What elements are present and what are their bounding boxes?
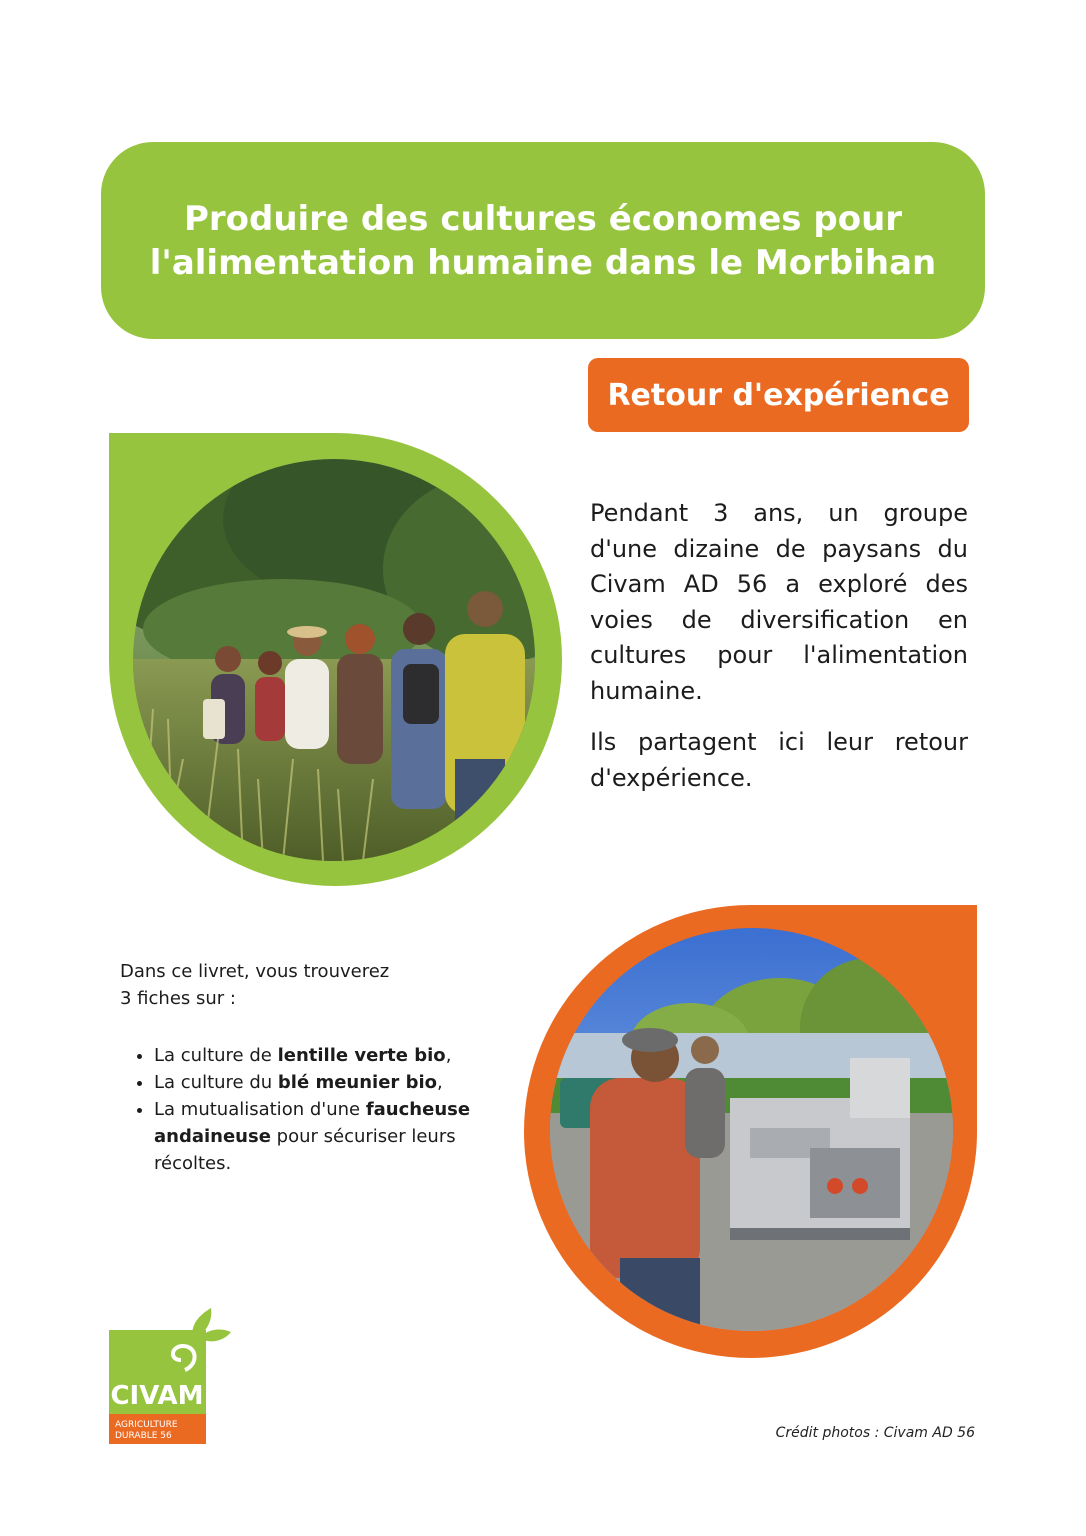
booklet-summary — [120, 958, 520, 1177]
item-bold: faucheuse andaineuse — [154, 1099, 471, 1147]
item-text: La culture de — [154, 1045, 278, 1066]
booklet-lead — [120, 958, 520, 1012]
civam-logo — [109, 1300, 231, 1444]
farm-machine-photo — [550, 928, 953, 1331]
list-item — [154, 1069, 520, 1096]
booklet-lead-line-2: 3 fiches sur : — [120, 988, 236, 1009]
logo-subtitle-1: AGRICULTURE — [115, 1420, 178, 1430]
logo-subtitle-2: DURABLE 56 — [115, 1431, 172, 1441]
item-bold: blé meunier bio — [277, 1072, 437, 1093]
title-banner — [101, 142, 985, 339]
photo-credit: Crédit photos : Civam AD 56 — [775, 1425, 975, 1441]
list-item — [154, 1042, 520, 1069]
logo-name: CIVAM — [110, 1381, 204, 1411]
booklet-list — [120, 1042, 520, 1177]
item-bold: lentille verte bio — [277, 1045, 446, 1066]
intro-paragraph-2: Ils partagent ici leur retour d'expérience. — [590, 728, 968, 792]
title-line-2: l'alimentation humaine dans le Morbihan — [149, 242, 937, 283]
intro-text — [590, 496, 968, 812]
item-text: , — [437, 1072, 443, 1093]
item-text: La mutualisation d'une — [154, 1099, 366, 1120]
field-walk-photo — [133, 459, 535, 861]
title-line-1: Produire des cultures économes pour — [183, 198, 903, 239]
booklet-lead-line-1: Dans ce livret, vous trouverez — [120, 961, 390, 982]
section-badge: Retour d'expérience — [588, 358, 969, 432]
item-text: La culture du — [154, 1072, 278, 1093]
list-item — [154, 1096, 520, 1177]
intro-paragraph-1: Pendant 3 ans, un groupe d'une dizaine de paysans du Civam AD 56 a exploré des voies de diversification en cultures pour l'alimentation humaine. — [590, 499, 968, 705]
item-text: , — [445, 1045, 452, 1066]
item-text: pour sécuriser leurs récoltes. — [154, 1126, 456, 1174]
page-title — [150, 197, 936, 285]
